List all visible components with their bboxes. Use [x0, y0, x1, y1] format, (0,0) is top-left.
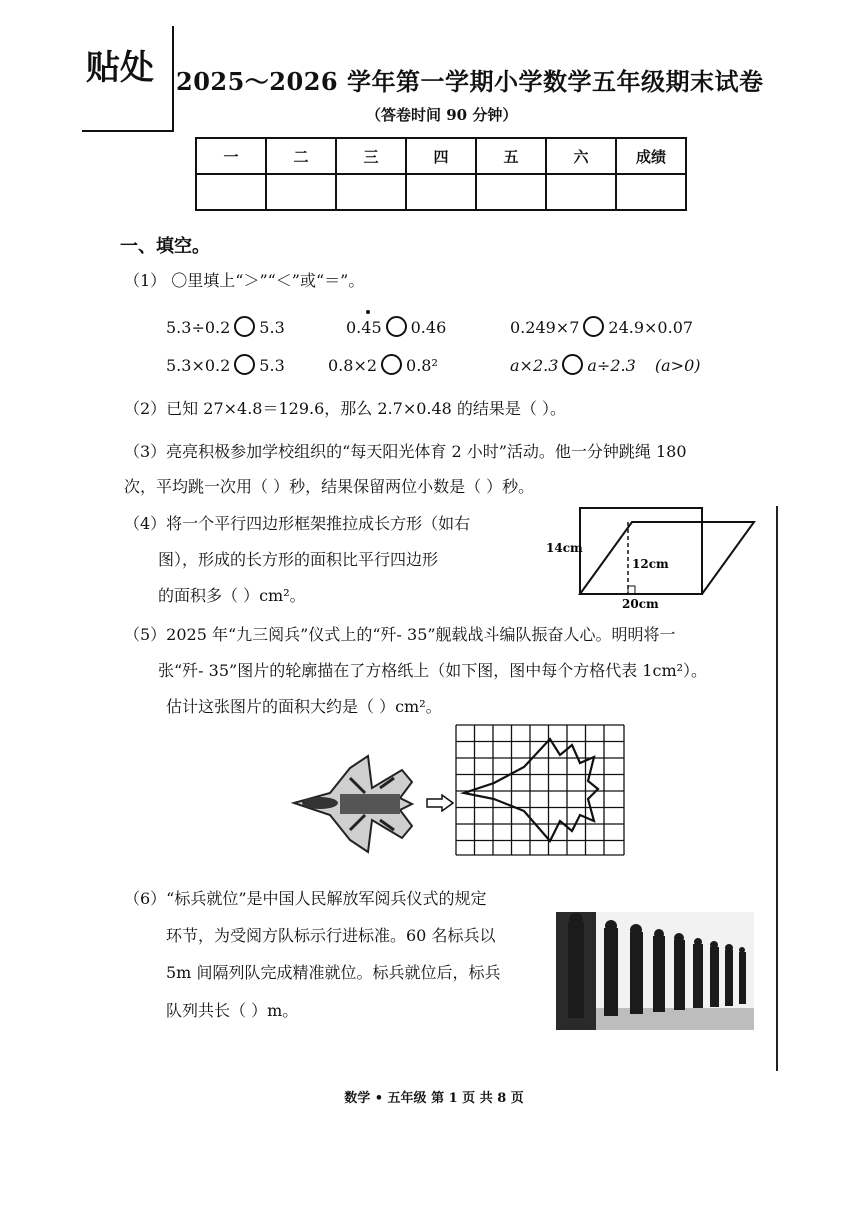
score-header: 四 — [406, 138, 476, 174]
jet-outline — [464, 739, 598, 841]
expr-right: 0.8² — [406, 356, 438, 375]
q4-line: 的面积多（ ）cm²。 — [158, 586, 306, 605]
score-header: 三 — [336, 138, 406, 174]
q5-line: （5）2025 年“九三阅兵”仪式上的“歼- 35”舰载战斗编队振奋人心。明明将一 — [124, 625, 676, 644]
q4-line: 图），形成的长方形的面积比平行四边形 — [158, 550, 439, 569]
exam-title: 2025～2026 学年第一学期小学数学五年级期末试卷 — [176, 67, 764, 96]
figure-label-side: 14cm — [546, 541, 583, 555]
expr-left: 0.249×7 — [510, 318, 580, 337]
q5-line: 估计这张图片的面积大约是（ ）cm²。 — [166, 697, 442, 716]
score-table-header-row — [196, 138, 686, 174]
expr-left: 0.45 — [346, 318, 382, 337]
answer-circle[interactable] — [386, 316, 407, 337]
q3-line: 次，平均跳一次用（ ）秒，结果保留两位小数是（ ）秒。 — [124, 477, 535, 496]
sticker-label: 贴处 — [86, 48, 154, 88]
figure-label-base: 20cm — [622, 597, 659, 611]
expr-left: 5.3×0.2 — [166, 356, 231, 375]
expr-left: a×2.3 — [510, 356, 559, 375]
figure-label-height: 12cm — [632, 557, 669, 571]
q1-item — [510, 316, 693, 337]
score-header: 成绩 — [616, 138, 686, 174]
score-cell[interactable] — [406, 174, 476, 210]
answer-circle[interactable] — [234, 354, 255, 375]
q2-text: （2）已知 27×4.8＝129.6，那么 2.7×0.48 的结果是（ ）。 — [124, 399, 567, 418]
repeating-decimal-dot — [366, 310, 370, 314]
expr-left: 0.8×2 — [328, 356, 378, 375]
score-cell[interactable] — [196, 174, 266, 210]
page-footer: 数学 • 五年级 第 1 页 共 8 页 — [344, 1091, 524, 1106]
grid-paper-outline — [454, 723, 626, 857]
right-angle-mark — [628, 586, 635, 594]
honor-guard-photo — [556, 912, 754, 1030]
q1-item — [166, 316, 285, 337]
score-header: 六 — [546, 138, 616, 174]
q5-line: 张“歼- 35”图片的轮廓描在了方格纸上（如下图，图中每个方格代表 1cm²）。 — [158, 661, 708, 680]
q1-item — [166, 354, 285, 375]
expr-right: a÷2.3 — [587, 356, 636, 375]
score-header: 一 — [196, 138, 266, 174]
expr-right: 0.46 — [410, 318, 447, 337]
photo-sticker-box — [82, 26, 174, 132]
q1-prompt: （1） 〇里填上“＞”“＜”或“＝”。 — [124, 271, 365, 290]
jet-photo — [290, 748, 426, 858]
q1-item — [510, 354, 700, 375]
parallelogram-rectangle-figure — [544, 500, 776, 612]
score-table — [195, 137, 687, 211]
expr-right: 5.3 — [259, 318, 285, 337]
score-header: 二 — [266, 138, 336, 174]
q6-line: （6）“标兵就位”是中国人民解放军阅兵仪式的规定 — [124, 889, 487, 908]
expr-right: 24.9×0.07 — [608, 318, 694, 337]
q1-item — [328, 354, 438, 375]
expr-condition: (a>0) — [654, 356, 701, 375]
section-heading: 一、填空。 — [120, 236, 210, 257]
score-cell[interactable] — [476, 174, 546, 210]
answer-circle[interactable] — [234, 316, 255, 337]
score-cell[interactable] — [266, 174, 336, 210]
score-cell[interactable] — [616, 174, 686, 210]
q6-line: 环节，为受阅方队标示行进标准。60 名标兵以 — [166, 926, 496, 945]
expr-left: 5.3÷0.2 — [166, 318, 231, 337]
answer-circle[interactable] — [583, 316, 604, 337]
score-header: 五 — [476, 138, 546, 174]
q6-line: 5m 间隔列队完成精准就位。标兵就位后，标兵 — [166, 963, 501, 982]
q3-line: （3）亮亮积极参加学校组织的“每天阳光体育 2 小时”活动。他一分钟跳绳 180 — [124, 442, 687, 461]
grid-lines — [456, 725, 624, 855]
q1-item — [346, 316, 446, 337]
answer-circle[interactable] — [562, 354, 583, 375]
q6-line: 队列共长（ ）m。 — [166, 1001, 299, 1020]
answer-circle[interactable] — [381, 354, 402, 375]
score-cell[interactable] — [336, 174, 406, 210]
score-table-blank-row — [196, 174, 686, 210]
score-cell[interactable] — [546, 174, 616, 210]
expr-right: 5.3 — [259, 356, 285, 375]
exam-subtitle: （答卷时间 90 分钟） — [366, 106, 518, 124]
q4-line: （4）将一个平行四边形框架推拉成长方形（如右 — [124, 514, 471, 533]
arrow-right-icon — [426, 794, 454, 812]
binding-margin-line — [776, 506, 778, 1071]
rectangle-shape — [580, 508, 702, 594]
